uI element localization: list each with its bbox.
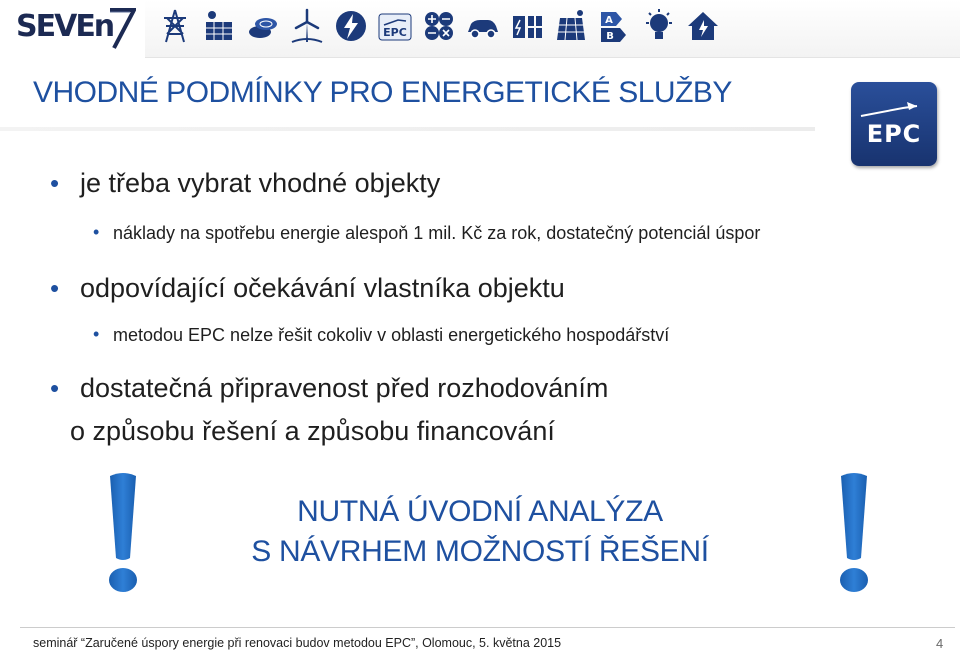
lightning-icon bbox=[334, 8, 368, 44]
energy-label-icon bbox=[598, 8, 632, 44]
callout-line-1: NUTNÁ ÚVODNÍ ANALÝZA bbox=[297, 495, 663, 528]
header-icon-strip bbox=[158, 8, 720, 44]
car-icon bbox=[466, 8, 500, 44]
bullet-3-text: dostatečná připravenost před rozhodováním bbox=[80, 373, 609, 403]
bullet-2-sub-text: metodou EPC nelze řešit cokoliv v oblasti energetického hospodářství bbox=[113, 325, 670, 345]
callout-line-2: S NÁVRHEM MOŽNOSTÍ ŘEŠENÍ bbox=[251, 535, 709, 568]
power-pylon-icon bbox=[158, 8, 192, 44]
solar-module-icon bbox=[554, 8, 588, 44]
bullet-1-sub-text: náklady na spotřebu energie alespoň 1 mil. Kč za rok, dostatečný potenciál úspor bbox=[113, 223, 761, 243]
wind-turbine-icon bbox=[290, 8, 324, 44]
svg-text:EPC: EPC bbox=[383, 26, 407, 39]
seven-logo bbox=[14, 6, 136, 48]
epc-badge bbox=[851, 82, 937, 166]
solar-panel-icon bbox=[202, 8, 236, 44]
bullet-1-sub bbox=[93, 223, 760, 244]
light-bulb-icon bbox=[642, 8, 676, 44]
bullet-1-text: je třeba vybrat vhodné objekty bbox=[80, 168, 441, 198]
coins-icon bbox=[246, 8, 280, 44]
bullet-3-continuation: o způsobu řešení a způsobu financování bbox=[70, 416, 555, 446]
page-number: 4 bbox=[936, 636, 944, 651]
svg-text:B: B bbox=[606, 31, 614, 42]
footer-text: seminář “Zaručené úspory energie při renovaci budov metodou EPC”, Olomouc, 5. května 2015 bbox=[33, 636, 562, 650]
bullet-3 bbox=[50, 373, 608, 404]
logo-text: SEVEn bbox=[16, 9, 114, 44]
exclamation-right-icon bbox=[829, 470, 879, 600]
slide-title: VHODNÉ PODMÍNKY PRO ENERGETICKÉ SLUŽBY bbox=[33, 76, 732, 109]
exclamation-left-icon bbox=[98, 470, 148, 600]
house-energy-icon bbox=[686, 8, 720, 44]
title-divider bbox=[0, 127, 815, 131]
epc-badge-label: EPC bbox=[866, 120, 922, 148]
bullet-1 bbox=[50, 168, 440, 199]
bullet-2-text: odpovídající očekávání vlastníka objektu bbox=[80, 273, 565, 303]
solar-battery-icon bbox=[510, 8, 544, 44]
footer-divider bbox=[20, 627, 955, 628]
epc-icon bbox=[378, 8, 412, 44]
bullet-2-sub bbox=[93, 325, 669, 346]
calculator-icon bbox=[422, 8, 456, 44]
svg-text:A: A bbox=[605, 15, 613, 26]
bullet-2 bbox=[50, 273, 565, 304]
